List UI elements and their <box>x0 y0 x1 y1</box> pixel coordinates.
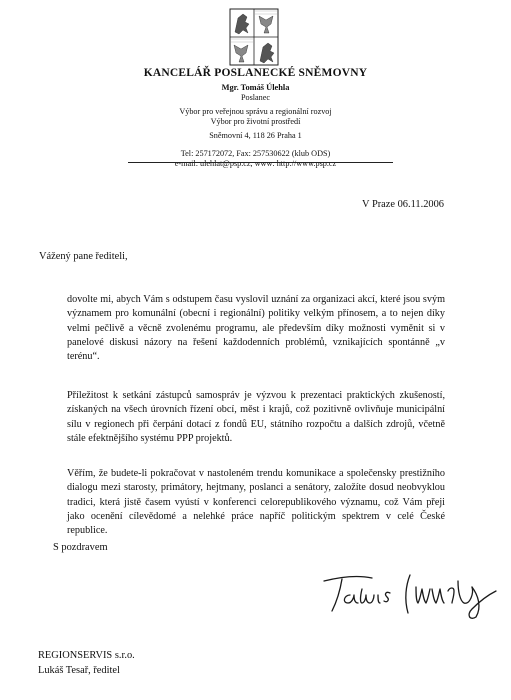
body-paragraph-2: Příležitost k setkání zástupců samospráv je výzvou k prezentaci praktických zkušeností, získaných na všech úrovních řízení obcí, měst i krajů, což pozitivně ovlivňuje municipální sílu v regionech při čerpání dotací z fondů EU, státního rozpočtu a dalších zdrojů, včetně stále efektnějšího systému PPP projektů. <box>67 390 445 444</box>
header-divider <box>128 162 393 163</box>
coat-of-arms-icon <box>229 8 279 66</box>
recipient-company: REGIONSERVIS s.r.o. <box>38 650 135 661</box>
handwritten-signature <box>320 565 500 620</box>
committee-2: Výbor pro životní prostředí <box>210 117 301 126</box>
letter-date: V Praze 06.11.2006 <box>362 199 444 210</box>
body-paragraph-1: dovolte mi, abych Vám s odstupem času vyslovil uznání za organizaci akcí, které jsou svým významem pro komunální (obecní i regionální) politiky velkým přínosem, a to nejen díky velmi pečlivě a věcně zvolenému programu, ale především díky možnosti vyměnit si v panelové diskusi názory na řešení každodenních problémů, vznikajících spontánně „v terénu“. <box>67 294 445 363</box>
recipient-person: Lukáš Tesař, ředitel <box>38 665 120 676</box>
sender-phones: Tel: 257172072, Fax: 257530622 (klub ODS) <box>180 149 331 158</box>
sender-role: Poslanec <box>240 93 271 102</box>
committee-1: Výbor pro veřejnou správu a regionální rozvoj <box>179 107 332 116</box>
salutation: Vážený pane řediteli, <box>39 251 128 262</box>
sender-address: Sněmovní 4, 118 26 Praha 1 <box>209 131 302 140</box>
body-paragraph-3: Věřím, že budete-li pokračovat v nastoleném trendu komunikace a společensky prestižního dialogu mezi starosty, primátory, hejtmany, poslanci a senátory, založíte dosud neobvyklou tradici, která jistě časem vyústí v konferenci celorepublikového významu, což Vám přeji jako ocenění cílevědomé a nelehké práce napříč politickým spektrem v celé České republice. <box>67 468 445 537</box>
closing: S pozdravem <box>53 542 108 553</box>
sender-name: Mgr. Tomáš Úlehla <box>221 83 290 92</box>
organization-title: KANCELÁŘ POSLANECKÉ SNĚMOVNY <box>143 67 368 79</box>
sender-email-web: e-mail: ulehlat@psp.cz, www: http://www.psp.cz <box>174 159 337 168</box>
